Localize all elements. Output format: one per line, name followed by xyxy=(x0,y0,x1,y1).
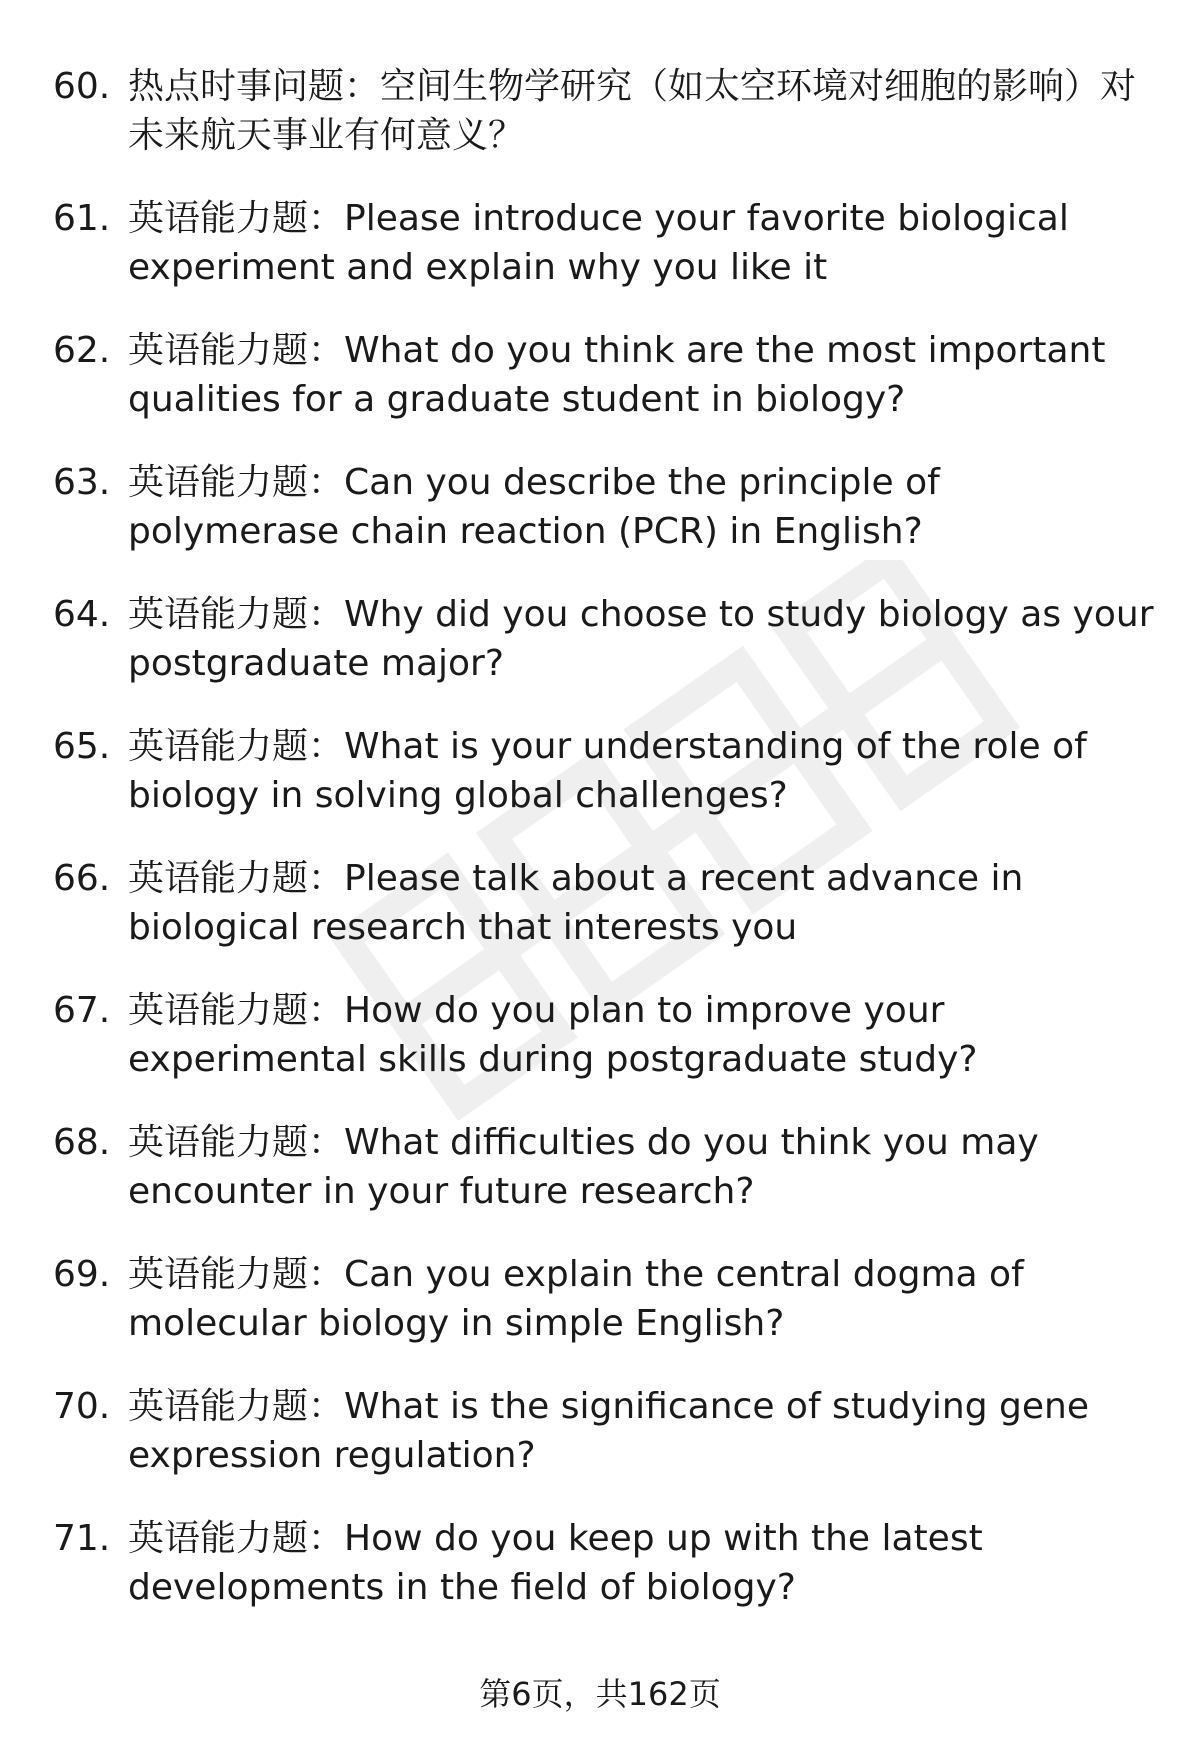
question-item xyxy=(0,326,1200,424)
question-number: 64. xyxy=(53,594,111,635)
question-item xyxy=(0,986,1200,1084)
question-item xyxy=(0,1118,1200,1216)
page-number-label: 第6页，共162页 xyxy=(479,1675,721,1713)
question-item xyxy=(0,854,1200,952)
question-number: 62. xyxy=(53,330,111,371)
question-number: 61. xyxy=(53,198,111,239)
question-text: 英语能力题：What is the significance of studying gene expression regulation? xyxy=(128,1386,1089,1476)
question-number: 63. xyxy=(53,462,111,503)
question-item xyxy=(0,722,1200,820)
question-text: 英语能力题：Please introduce your favorite biological experiment and explain why you like it xyxy=(128,198,1069,288)
question-text: 热点时事问题：空间生物学研究（如太空环境对细胞的影响）对未来航天事业有何意义？ xyxy=(128,66,1137,156)
question-item xyxy=(0,1250,1200,1348)
question-item xyxy=(0,1382,1200,1480)
question-number: 69. xyxy=(53,1254,111,1295)
question-text: 英语能力题：Please talk about a recent advance in biological research that interests you xyxy=(128,858,1024,948)
question-item xyxy=(0,458,1200,556)
question-number: 70. xyxy=(53,1386,111,1427)
question-number: 65. xyxy=(53,726,111,767)
question-item xyxy=(0,1514,1200,1612)
question-number: 66. xyxy=(53,858,111,899)
question-text: 英语能力题：Can you describe the principle of polymerase chain reaction (PCR) in English? xyxy=(128,462,940,552)
page-footer xyxy=(0,1672,1200,1716)
question-text: 英语能力题：What difficulties do you think you may encounter in your future research? xyxy=(128,1122,1039,1212)
question-list xyxy=(0,62,1200,1646)
question-number: 71. xyxy=(53,1518,111,1559)
question-item xyxy=(0,590,1200,688)
question-text: 英语能力题：What do you think are the most important qualities for a graduate student in biology? xyxy=(128,330,1106,420)
question-text: 英语能力题：Can you explain the central dogma of molecular biology in simple English? xyxy=(128,1254,1024,1344)
question-text: 英语能力题：What is your understanding of the role of biology in solving global challenges? xyxy=(128,726,1087,816)
question-text: 英语能力题：How do you plan to improve your experimental skills during postgraduate study? xyxy=(128,990,978,1080)
question-text: 英语能力题：How do you keep up with the latest developments in the field of biology? xyxy=(128,1518,983,1608)
question-number: 68. xyxy=(53,1122,111,1163)
question-item xyxy=(0,194,1200,292)
question-number: 60. xyxy=(53,66,111,107)
question-number: 67. xyxy=(53,990,111,1031)
question-item xyxy=(0,62,1200,160)
question-text: 英语能力题：Why did you choose to study biology as your postgraduate major? xyxy=(128,594,1154,684)
